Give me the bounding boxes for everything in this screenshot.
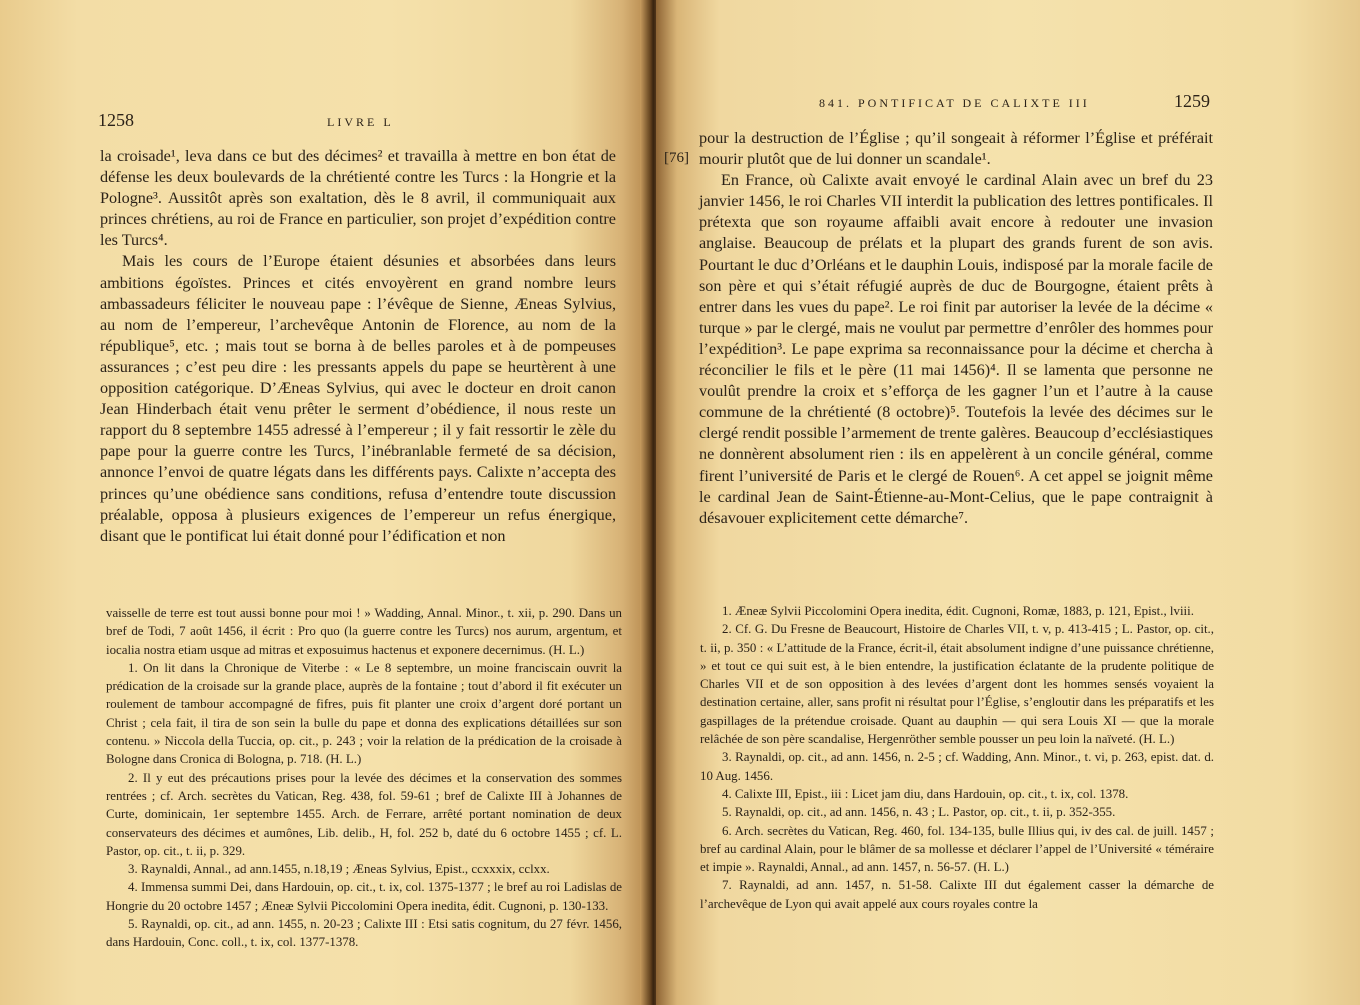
left-footnote-2: 2. Il y eut des précautions prises pour la levée des décimes et la conservation des sommes rentrées ; cf. Arch. secrètes du Vatican, Reg. 438, fol. 59-61 ; bref de Calixte III à Johannes de Curte, dominicain, 1er septembre 1455. Arch. de Ferrare, arrêté portant nomination de deux conservateurs des décimes et aumônes, Lib. delib., H, fol. 252 b, daté du 6 octobre 1455 ; cf. L. Pastor, op. cit., t. ii, p. 329. [106, 770, 622, 858]
left-footnote-5: 5. Raynaldi, op. cit., ad ann. 1455, n. 20-23 ; Calixte III : Etsi satis cognitum, du 27 févr. 1456, dans Hardouin, Conc. coll., t. ix, col. 1377-1378. [106, 917, 622, 950]
right-page [656, 0, 1360, 1005]
left-footnote-1: 1. On lit dans la Chronique de Viterbe : « Le 8 septembre, un moine franciscain ouvrit la prédication de la croisade sur la grande place, auprès de la fontaine ; tout d’abord il fit exécuter un roulement de tambour accompagné de fifres, puis fit planter une croix d’argent doré portant un Christ ; cela fait, il tira de son sein la bulle du pape et donna des explications détaillées sur son contenu. » Niccola della Tuccia, op. cit., p. 243 ; voir la relation de la prédication de la croisade à Bologne dans Cronica di Bologna, p. 718. (H. L.) [106, 660, 622, 767]
left-body-text [100, 146, 616, 547]
left-page-number: 1258 [98, 110, 134, 130]
margin-reference-number: [76] [664, 150, 689, 166]
left-running-head: LIVRE L [327, 115, 394, 129]
left-footnote-3: 3. Raynaldi, Annal., ad ann.1455, n.18,19 ; Æneas Sylvius, Epist., ccxxxix, cclxx. [128, 862, 550, 877]
right-footnotes [700, 602, 1214, 913]
right-footnote-7: 7. Raynaldi, ad ann. 1457, n. 51-58. Calixte III dut également casser la démarche de l’archevêque de Lyon qui avait appelé aux cours royales contre la [700, 878, 1214, 911]
right-footnote-3: 3. Raynaldi, op. cit., ad ann. 1456, n. 2-5 ; cf. Wadding, Ann. Minor., t. vi, p. 263, epist. dat. d. 10 Aug. 1456. [700, 750, 1214, 783]
right-body-text [699, 128, 1213, 529]
left-footnote-4: 4. Immensa summi Dei, dans Hardouin, op. cit., t. ix, col. 1375-1377 ; le bref au roi Ladislas de Hongrie du 20 octobre 1457 ; Æneæ Sylvii Piccolomini Opera inedita, édit. Cugnoni, p. 130-133. [106, 880, 622, 913]
right-paragraph-1: pour la destruction de l’Église ; qu’il songeait à réformer l’Église et préférait mourir plutôt que de lui donner un scandale¹. [699, 129, 1213, 169]
right-footnote-5: 5. Raynaldi, op. cit., ad ann. 1456, n. 43 ; L. Pastor, op. cit., t. ii, p. 352-355. [722, 805, 1116, 820]
left-page [0, 0, 648, 1005]
left-paragraph-2: Mais les cours de l’Europe étaient désunies et absorbées dans leurs ambitions égoïstes. Princes et cités envoyèrent en grand nombre leurs ambassadeurs féliciter le nouveau pape : l’évêque de Sienne, Æneas Sylvius, au nom de l’empereur, l’archevêque Antonin de Florence, au nom de la république⁵, etc. ; mais tout se borna à de belles paroles et à de pompeuses assurances ; c’est peu dire : les pressants appels du pape se heurtèrent à une opposition catégorique. D’Æneas Sylvius, qui avec le docteur en droit canon Jean Hinderbach était venu prêter le serment d’obédience, il nous reste un rapport du 8 septembre 1455 adressé à l’empereur ; il y fait ressortir le zèle du pape pour la guerre contre les Turcs, l’inébranlable fermeté de sa décision, annonce l’envoi de quatre légats dans les différents pays. Calixte n’accepta des princes qu’une obédience sans conditions, refusa d’entendre toute discussion préalable, opposa à plusieurs exigences de l’empereur un refus énergique, disant que le pontificat lui était donné pour l’édification et non [100, 252, 616, 545]
left-footnote-continued: vaisselle de terre est tout aussi bonne pour moi ! » Wadding, Annal. Minor., t. xii, p. 290. Dans un bref de Todi, 7 août 1456, il écrit : Pro quo (la guerre contre les Turcs) nos aurum, argentum, et iocalia nostra etiam usque ad mitras et exposuimus hactenus et exponere decernimus. (H. L.) [106, 606, 622, 657]
left-footnotes [106, 604, 622, 952]
right-page-number: 1259 [1174, 91, 1210, 111]
right-footnote-1: 1. Æneæ Sylvii Piccolomini Opera inedita, édit. Cugnoni, Romæ, 1883, p. 121, Epist., lviii. [722, 604, 1194, 618]
right-footnote-2: 2. Cf. G. Du Fresne de Beaucourt, Histoire de Charles VII, t. v, p. 413-415 ; L. Pastor, op. cit., t. ii, p. 350 : « L’attitude de la France, écrit-il, était absolument indigne d’une puissance chrétienne, » et tout ce qui suit est, à le bien entendre, la justification éclatante de la prudente politique de Charles VII et de son opposition à des levées d’argent dont les hommes sensés voyaient la destination certaine, aller, sans profit ni résultat pour l’Église, s’engloutir dans les préparatifs et les gaspillages de la prétendue croisade. Quant au dauphin — qui sera Louis XI — que la morale relâchée de son père scandalise, Hergenröther semble pousser un peu loin la naïveté. (H. L.) [700, 622, 1214, 747]
right-paragraph-2: En France, où Calixte avait envoyé le cardinal Alain avec un bref du 23 janvier 1456, le roi Charles VII interdit la publication des lettres pontificales. Il prétexta que son royaume affaibli avait encore à redouter une invasion anglaise. Beaucoup de prélats et la plupart des grands furent de son avis. Pourtant le duc d’Orléans et le dauphin Louis, indisposé par la morale facile de son père et qui s’était réfugié auprès de duc de Bourgogne, étaient prêts à entrer dans les vues du pape². Le roi finit par autoriser la levée de la décime « turque » par le clergé, mais ne voulut par permettre d’enrôler des hommes pour l’expédition³. Le pape exprima sa reconnaissance pour la décime et chercha à réconcilier le fils et le père (11 mai 1456)⁴. Il se lamenta que personne ne voulût prendre la croix et s’efforça de les gagner l’un et l’autre à la cause commune de la chrétienté (8 octobre)⁵. Toutefois la levée des décimes sur le clergé rendit possible l’armement de trente galères. Beaucoup d’ecclésiastiques ne donnèrent absolument rien : ils en appelèrent à un concile général, comme firent l’université de Paris et le clergé de Rouen⁶. A cet appel se joignit même le cardinal Jean de Saint-Étienne-au-Mont-Celius, que le pape contraignit à désavouer explicitement cette démarche⁷. [699, 171, 1213, 527]
right-footnote-6: 6. Arch. secrètes du Vatican, Reg. 460, fol. 134-135, bulle Illius qui, iv des cal. de juill. 1457 ; bref au cardinal Alain, pour le blâmer de sa mollesse et déclarer l’appel de l’Université « téméraire et impie ». Raynaldi, Annal., ad ann. 1457, n. 56-57. (H. L.) [700, 823, 1214, 875]
right-running-head: 841. PONTIFICAT DE CALIXTE III [819, 96, 1090, 110]
right-footnote-4: 4. Calixte III, Epist., iii : Licet jam diu, dans Hardouin, op. cit., t. ix, col. 1378. [722, 786, 1129, 801]
left-paragraph-1: la croisade¹, leva dans ce but des décimes² et travailla à mettre en bon état de défense les deux boulevards de la chrétienté contre les Turcs : la Hongrie et la Pologne³. Aussitôt après son exaltation, dès le 8 avril, il communiquait aux princes chrétiens, au roi de France en particulier, son projet d’expédition contre les Turcs⁴. [100, 147, 616, 250]
